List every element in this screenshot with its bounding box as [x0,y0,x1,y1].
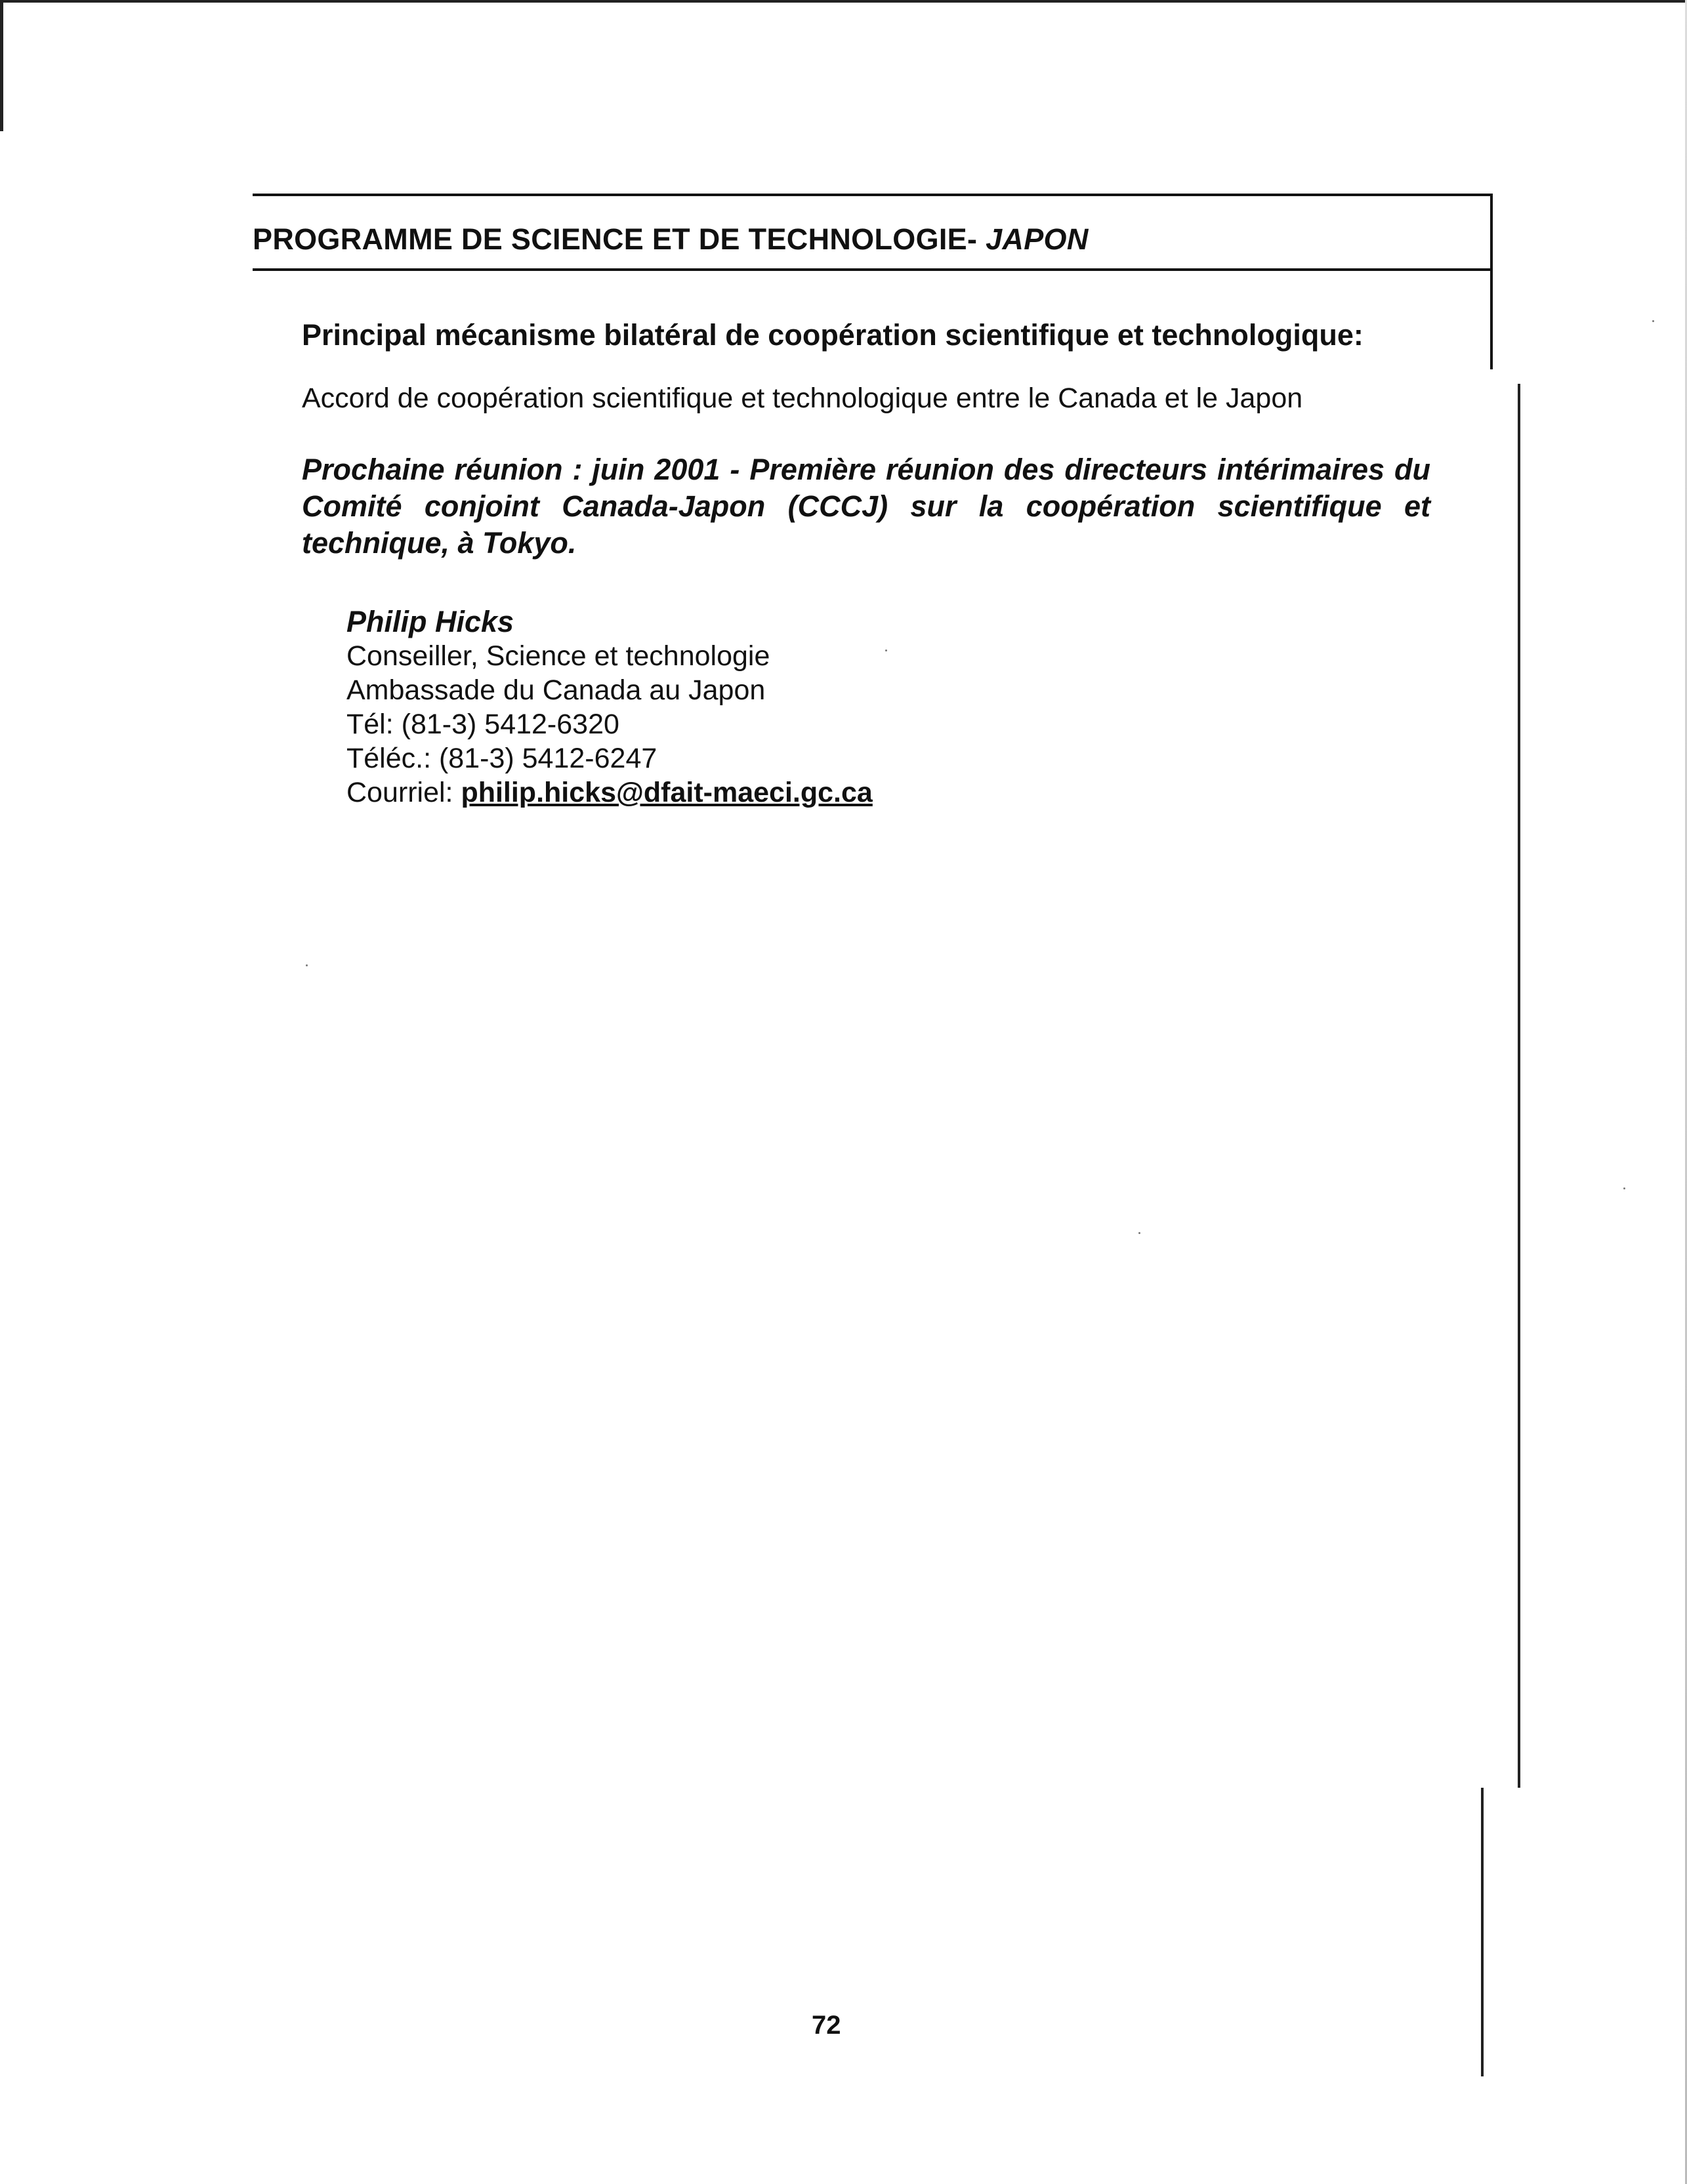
contact-email-link[interactable]: philip.hicks@dfait-maeci.gc.ca [461,777,873,808]
contact-fax: Téléc.: (81-3) 5412-6247 [346,743,657,774]
accord-text: Accord de coopération scientifique et technologique entre le Canada et le Japon [302,382,1303,414]
scan-speck [1138,1232,1140,1234]
section-header-box [253,194,1493,271]
contact-block [346,605,1430,810]
scan-edge-top [0,0,1687,3]
contact-phone: Tél: (81-3) 5412-6320 [346,709,619,740]
contact-organization: Ambassade du Canada au Japon [346,674,766,706]
section-title-country: JAPON [986,222,1089,256]
scan-speck [306,964,308,966]
contact-email-line [346,775,1430,810]
section-title-main: PROGRAMME DE SCIENCE ET DE TECHNOLOGIE- [253,222,986,256]
scan-edge-left [0,0,3,131]
section-title [253,222,1089,257]
contact-name: Philip Hicks [346,605,514,638]
main-content [302,318,1430,810]
contact-email-label: Courriel: [346,777,461,808]
scan-speck [1652,320,1654,322]
contact-title: Conseiller, Science et technologie [346,640,770,672]
scan-speck [1623,1187,1625,1189]
page-number: 72 [812,2011,841,2040]
margin-change-bar [1518,384,1520,1788]
scan-speck [885,649,887,651]
next-meeting-text: Prochaine réunion : juin 2001 - Première réunion des directeurs intérimaires du Comité conjoint Canada-Japon (CCCJ) sur la coopération scientifique et technique, à Tokyo. [302,453,1430,560]
mechanism-heading: Principal mécanisme bilatéral de coopération scientifique et technologique: [302,318,1364,352]
header-right-rule [1490,271,1493,369]
margin-change-bar-lower [1481,1788,1484,2076]
